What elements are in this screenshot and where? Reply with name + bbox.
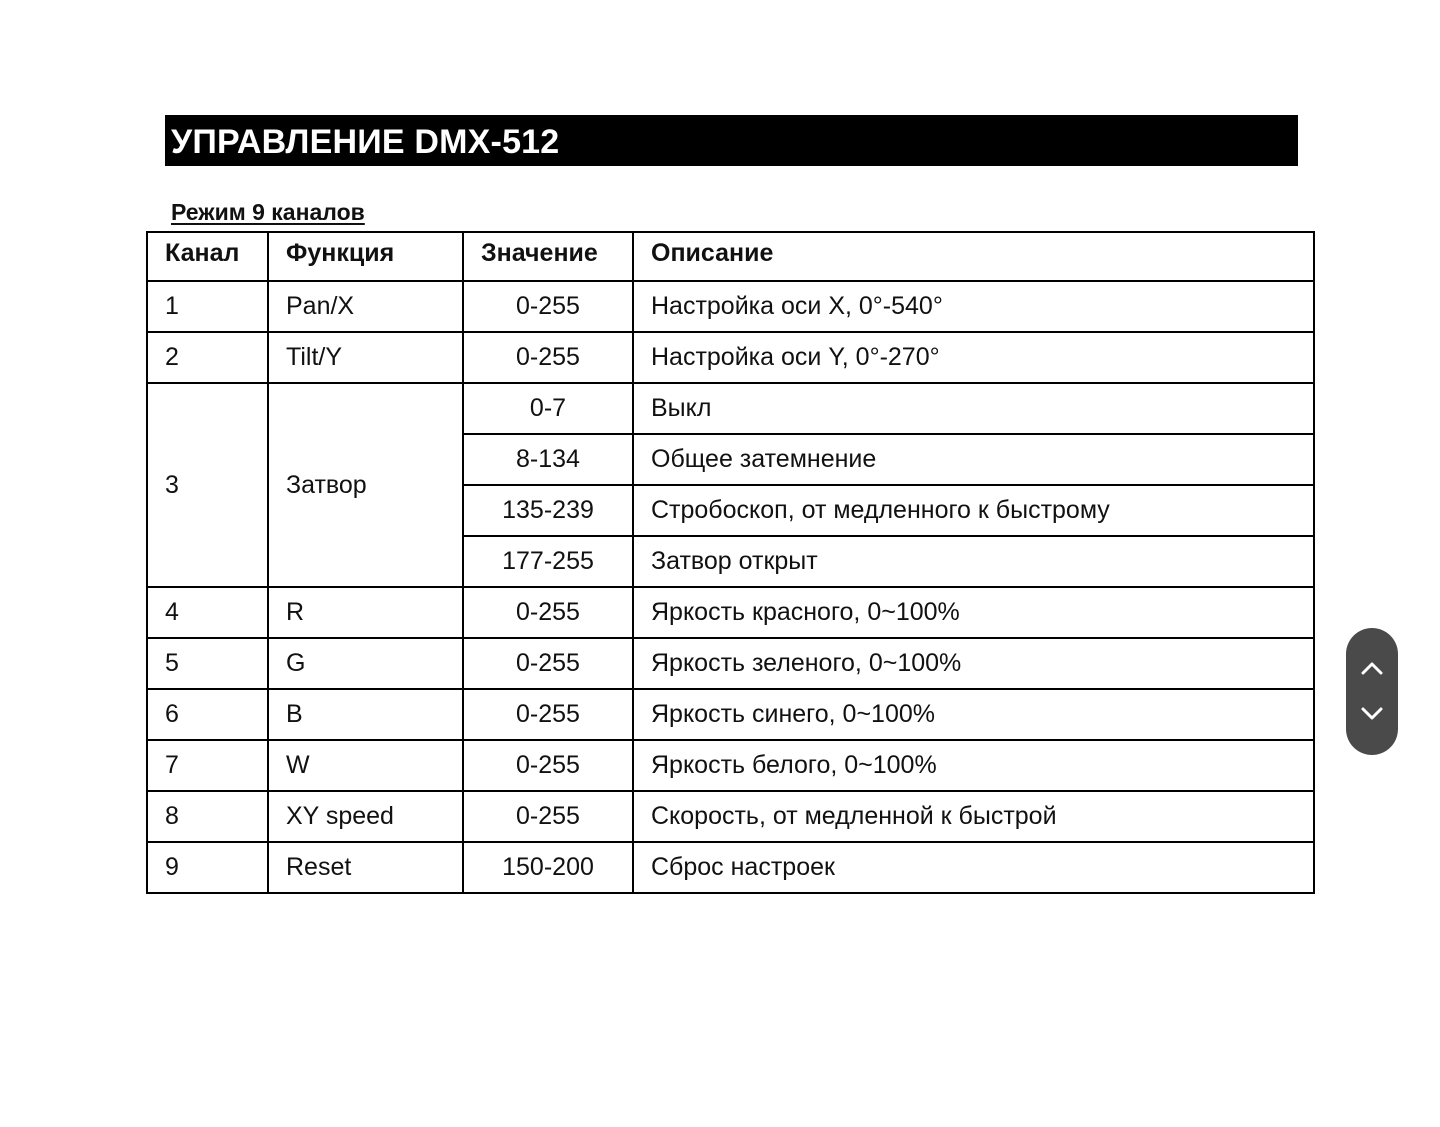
table-row <box>147 383 1314 434</box>
cell-function: W <box>268 740 463 791</box>
cell-value: 135-239 <box>463 485 633 536</box>
header-channel: Канал <box>147 232 268 281</box>
cell-value: 177-255 <box>463 536 633 587</box>
cell-description: Настройка оси X, 0°-540° <box>633 281 1314 332</box>
cell-value: 8-134 <box>463 434 633 485</box>
cell-description: Выкл <box>633 383 1314 434</box>
cell-value: 0-255 <box>463 791 633 842</box>
header-description: Описание <box>633 232 1314 281</box>
cell-description: Стробоскоп, от медленного к быстрому <box>633 485 1314 536</box>
table-row <box>147 842 1314 893</box>
cell-channel: 6 <box>147 689 268 740</box>
cell-description: Яркость белого, 0~100% <box>633 740 1314 791</box>
cell-value: 0-255 <box>463 281 633 332</box>
cell-value: 0-255 <box>463 332 633 383</box>
cell-description: Яркость синего, 0~100% <box>633 689 1314 740</box>
cell-value: 0-7 <box>463 383 633 434</box>
scroll-down-button[interactable] <box>1346 686 1398 742</box>
section-title: УПРАВЛЕНИЕ DMX-512 <box>171 122 560 161</box>
cell-channel: 7 <box>147 740 268 791</box>
table-row <box>147 281 1314 332</box>
cell-description: Затвор открыт <box>633 536 1314 587</box>
header-value: Значение <box>463 232 633 281</box>
page-scroll-control <box>1346 628 1398 755</box>
table-row <box>147 791 1314 842</box>
header-function: Функция <box>268 232 463 281</box>
mode-label: Режим 9 каналов <box>171 199 365 225</box>
cell-function: Reset <box>268 842 463 893</box>
cell-description: Общее затемнение <box>633 434 1314 485</box>
cell-description: Яркость красного, 0~100% <box>633 587 1314 638</box>
cell-description: Настройка оси Y, 0°-270° <box>633 332 1314 383</box>
cell-function: R <box>268 587 463 638</box>
cell-channel: 3 <box>147 383 268 587</box>
chevron-down-icon <box>1360 706 1384 722</box>
cell-function: Tilt/Y <box>268 332 463 383</box>
chevron-up-icon <box>1360 660 1384 676</box>
cell-channel: 1 <box>147 281 268 332</box>
table-row <box>147 740 1314 791</box>
table-row <box>147 332 1314 383</box>
cell-value: 0-255 <box>463 689 633 740</box>
cell-value: 0-255 <box>463 740 633 791</box>
cell-channel: 4 <box>147 587 268 638</box>
cell-channel: 2 <box>147 332 268 383</box>
cell-channel: 5 <box>147 638 268 689</box>
table-header-row <box>147 232 1314 281</box>
cell-description: Яркость зеленого, 0~100% <box>633 638 1314 689</box>
cell-channel: 9 <box>147 842 268 893</box>
cell-function: XY speed <box>268 791 463 842</box>
cell-function: G <box>268 638 463 689</box>
cell-description: Сброс настроек <box>633 842 1314 893</box>
cell-value: 150-200 <box>463 842 633 893</box>
cell-function: Затвор <box>268 383 463 587</box>
cell-description: Скорость, от медленной к быстрой <box>633 791 1314 842</box>
section-title-bar <box>165 115 1298 166</box>
table-row <box>147 587 1314 638</box>
cell-function: Pan/X <box>268 281 463 332</box>
table-row <box>147 689 1314 740</box>
dmx-channel-table <box>146 231 1315 894</box>
cell-channel: 8 <box>147 791 268 842</box>
cell-value: 0-255 <box>463 587 633 638</box>
cell-value: 0-255 <box>463 638 633 689</box>
cell-function: B <box>268 689 463 740</box>
table-row <box>147 638 1314 689</box>
